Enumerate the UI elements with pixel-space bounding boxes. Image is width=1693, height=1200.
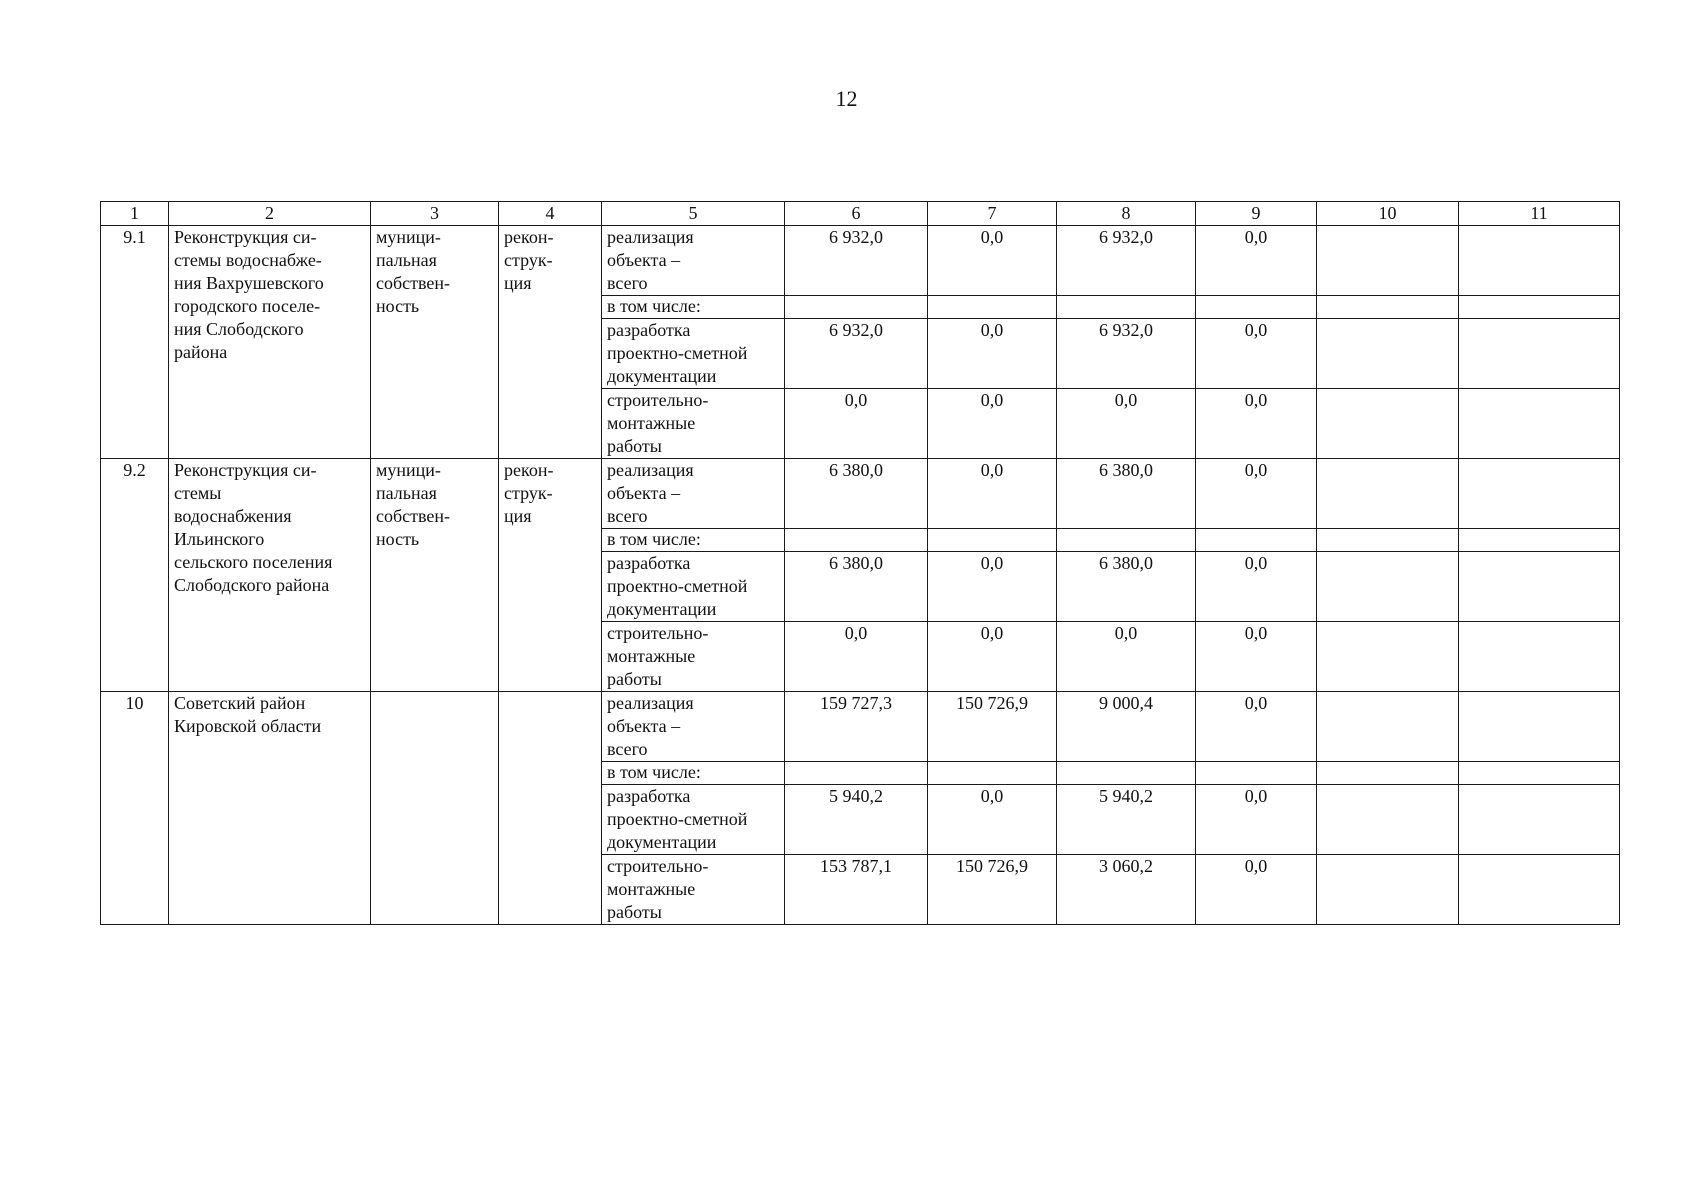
value-cell-6: 0,0 (785, 389, 928, 459)
item-name: Советский район Кировской области (169, 692, 371, 925)
value-cell-11 (1459, 785, 1620, 855)
item-name: Реконструкция си- стемы водоснабжения Ильинского сельского поселения Слободского района (169, 459, 371, 692)
page-number: 12 (835, 86, 858, 111)
value-cell-10 (1317, 226, 1459, 296)
value-cell-10 (1317, 622, 1459, 692)
value-cell-8: 3 060,2 (1057, 855, 1196, 925)
column-header-1: 1 (101, 202, 169, 226)
value-cell-10 (1317, 389, 1459, 459)
value-cell-7: 0,0 (928, 785, 1057, 855)
value-cell-8 (1057, 529, 1196, 552)
value-cell-11 (1459, 389, 1620, 459)
value-cell-8: 6 380,0 (1057, 552, 1196, 622)
column-header-4: 4 (499, 202, 602, 226)
value-cell-7 (928, 762, 1057, 785)
value-cell-7: 0,0 (928, 226, 1057, 296)
column-header-3: 3 (371, 202, 499, 226)
value-cell-7: 0,0 (928, 389, 1057, 459)
value-cell-9 (1196, 762, 1317, 785)
column-header-9: 9 (1196, 202, 1317, 226)
table-row (101, 226, 1620, 296)
value-cell-11 (1459, 762, 1620, 785)
category-cell: разработка проектно-сметной документации (602, 319, 785, 389)
value-cell-6: 6 932,0 (785, 319, 928, 389)
category-cell: в том числе: (602, 296, 785, 319)
value-cell-7 (928, 529, 1057, 552)
category-cell: в том числе: (602, 762, 785, 785)
item-type: рекон- струк- ция (499, 459, 602, 692)
data-table (100, 201, 1620, 925)
value-cell-10 (1317, 552, 1459, 622)
value-cell-10 (1317, 692, 1459, 762)
table-header (101, 202, 1620, 226)
value-cell-6 (785, 296, 928, 319)
value-cell-11 (1459, 692, 1620, 762)
item-ownership: муници- пальная собствен- ность (371, 226, 499, 459)
value-cell-7: 0,0 (928, 459, 1057, 529)
value-cell-9: 0,0 (1196, 622, 1317, 692)
value-cell-6: 6 932,0 (785, 226, 928, 296)
value-cell-8: 6 932,0 (1057, 319, 1196, 389)
column-header-2: 2 (169, 202, 371, 226)
value-cell-10 (1317, 855, 1459, 925)
value-cell-10 (1317, 785, 1459, 855)
value-cell-11 (1459, 622, 1620, 692)
item-number: 10 (101, 692, 169, 925)
category-cell: разработка проектно-сметной документации (602, 785, 785, 855)
value-cell-8 (1057, 762, 1196, 785)
category-cell: разработка проектно-сметной документации (602, 552, 785, 622)
category-cell: строительно- монтажные работы (602, 855, 785, 925)
value-cell-6: 6 380,0 (785, 459, 928, 529)
value-cell-11 (1459, 552, 1620, 622)
value-cell-9: 0,0 (1196, 692, 1317, 762)
category-cell: строительно- монтажные работы (602, 622, 785, 692)
item-type: рекон- струк- ция (499, 226, 602, 459)
value-cell-9: 0,0 (1196, 785, 1317, 855)
value-cell-8: 6 932,0 (1057, 226, 1196, 296)
value-cell-8: 6 380,0 (1057, 459, 1196, 529)
value-cell-6 (785, 529, 928, 552)
value-cell-11 (1459, 459, 1620, 529)
value-cell-6: 153 787,1 (785, 855, 928, 925)
value-cell-7: 0,0 (928, 552, 1057, 622)
value-cell-8: 0,0 (1057, 622, 1196, 692)
category-cell: в том числе: (602, 529, 785, 552)
value-cell-6: 159 727,3 (785, 692, 928, 762)
item-type (499, 692, 602, 925)
column-header-7: 7 (928, 202, 1057, 226)
value-cell-10 (1317, 319, 1459, 389)
table-row (101, 459, 1620, 529)
category-cell: реализация объекта – всего (602, 459, 785, 529)
value-cell-6: 5 940,2 (785, 785, 928, 855)
value-cell-11 (1459, 296, 1620, 319)
value-cell-8: 9 000,4 (1057, 692, 1196, 762)
value-cell-9: 0,0 (1196, 459, 1317, 529)
value-cell-11 (1459, 529, 1620, 552)
item-ownership: муници- пальная собствен- ность (371, 459, 499, 692)
column-header-6: 6 (785, 202, 928, 226)
column-header-11: 11 (1459, 202, 1620, 226)
value-cell-9: 0,0 (1196, 389, 1317, 459)
column-header-8: 8 (1057, 202, 1196, 226)
value-cell-9: 0,0 (1196, 552, 1317, 622)
value-cell-7: 150 726,9 (928, 855, 1057, 925)
value-cell-11 (1459, 855, 1620, 925)
value-cell-10 (1317, 529, 1459, 552)
column-header-10: 10 (1317, 202, 1459, 226)
value-cell-7 (928, 296, 1057, 319)
value-cell-10 (1317, 762, 1459, 785)
item-name: Реконструкция си- стемы водоснабже- ния Вахрушевского городского поселе- ния Слободского района (169, 226, 371, 459)
value-cell-9: 0,0 (1196, 226, 1317, 296)
value-cell-6 (785, 762, 928, 785)
value-cell-8: 0,0 (1057, 389, 1196, 459)
item-number: 9.1 (101, 226, 169, 459)
category-cell: реализация объекта – всего (602, 226, 785, 296)
value-cell-10 (1317, 459, 1459, 529)
item-number: 9.2 (101, 459, 169, 692)
value-cell-8: 5 940,2 (1057, 785, 1196, 855)
value-cell-7: 150 726,9 (928, 692, 1057, 762)
table-row (101, 692, 1620, 762)
value-cell-9 (1196, 296, 1317, 319)
value-cell-9 (1196, 529, 1317, 552)
category-cell: реализация объекта – всего (602, 692, 785, 762)
category-cell: строительно- монтажные работы (602, 389, 785, 459)
value-cell-9: 0,0 (1196, 319, 1317, 389)
value-cell-9: 0,0 (1196, 855, 1317, 925)
table-body (101, 226, 1620, 925)
value-cell-6: 6 380,0 (785, 552, 928, 622)
value-cell-8 (1057, 296, 1196, 319)
header-row (101, 202, 1620, 226)
value-cell-7: 0,0 (928, 319, 1057, 389)
column-header-5: 5 (602, 202, 785, 226)
value-cell-11 (1459, 226, 1620, 296)
value-cell-10 (1317, 296, 1459, 319)
value-cell-7: 0,0 (928, 622, 1057, 692)
value-cell-6: 0,0 (785, 622, 928, 692)
item-ownership (371, 692, 499, 925)
value-cell-11 (1459, 319, 1620, 389)
